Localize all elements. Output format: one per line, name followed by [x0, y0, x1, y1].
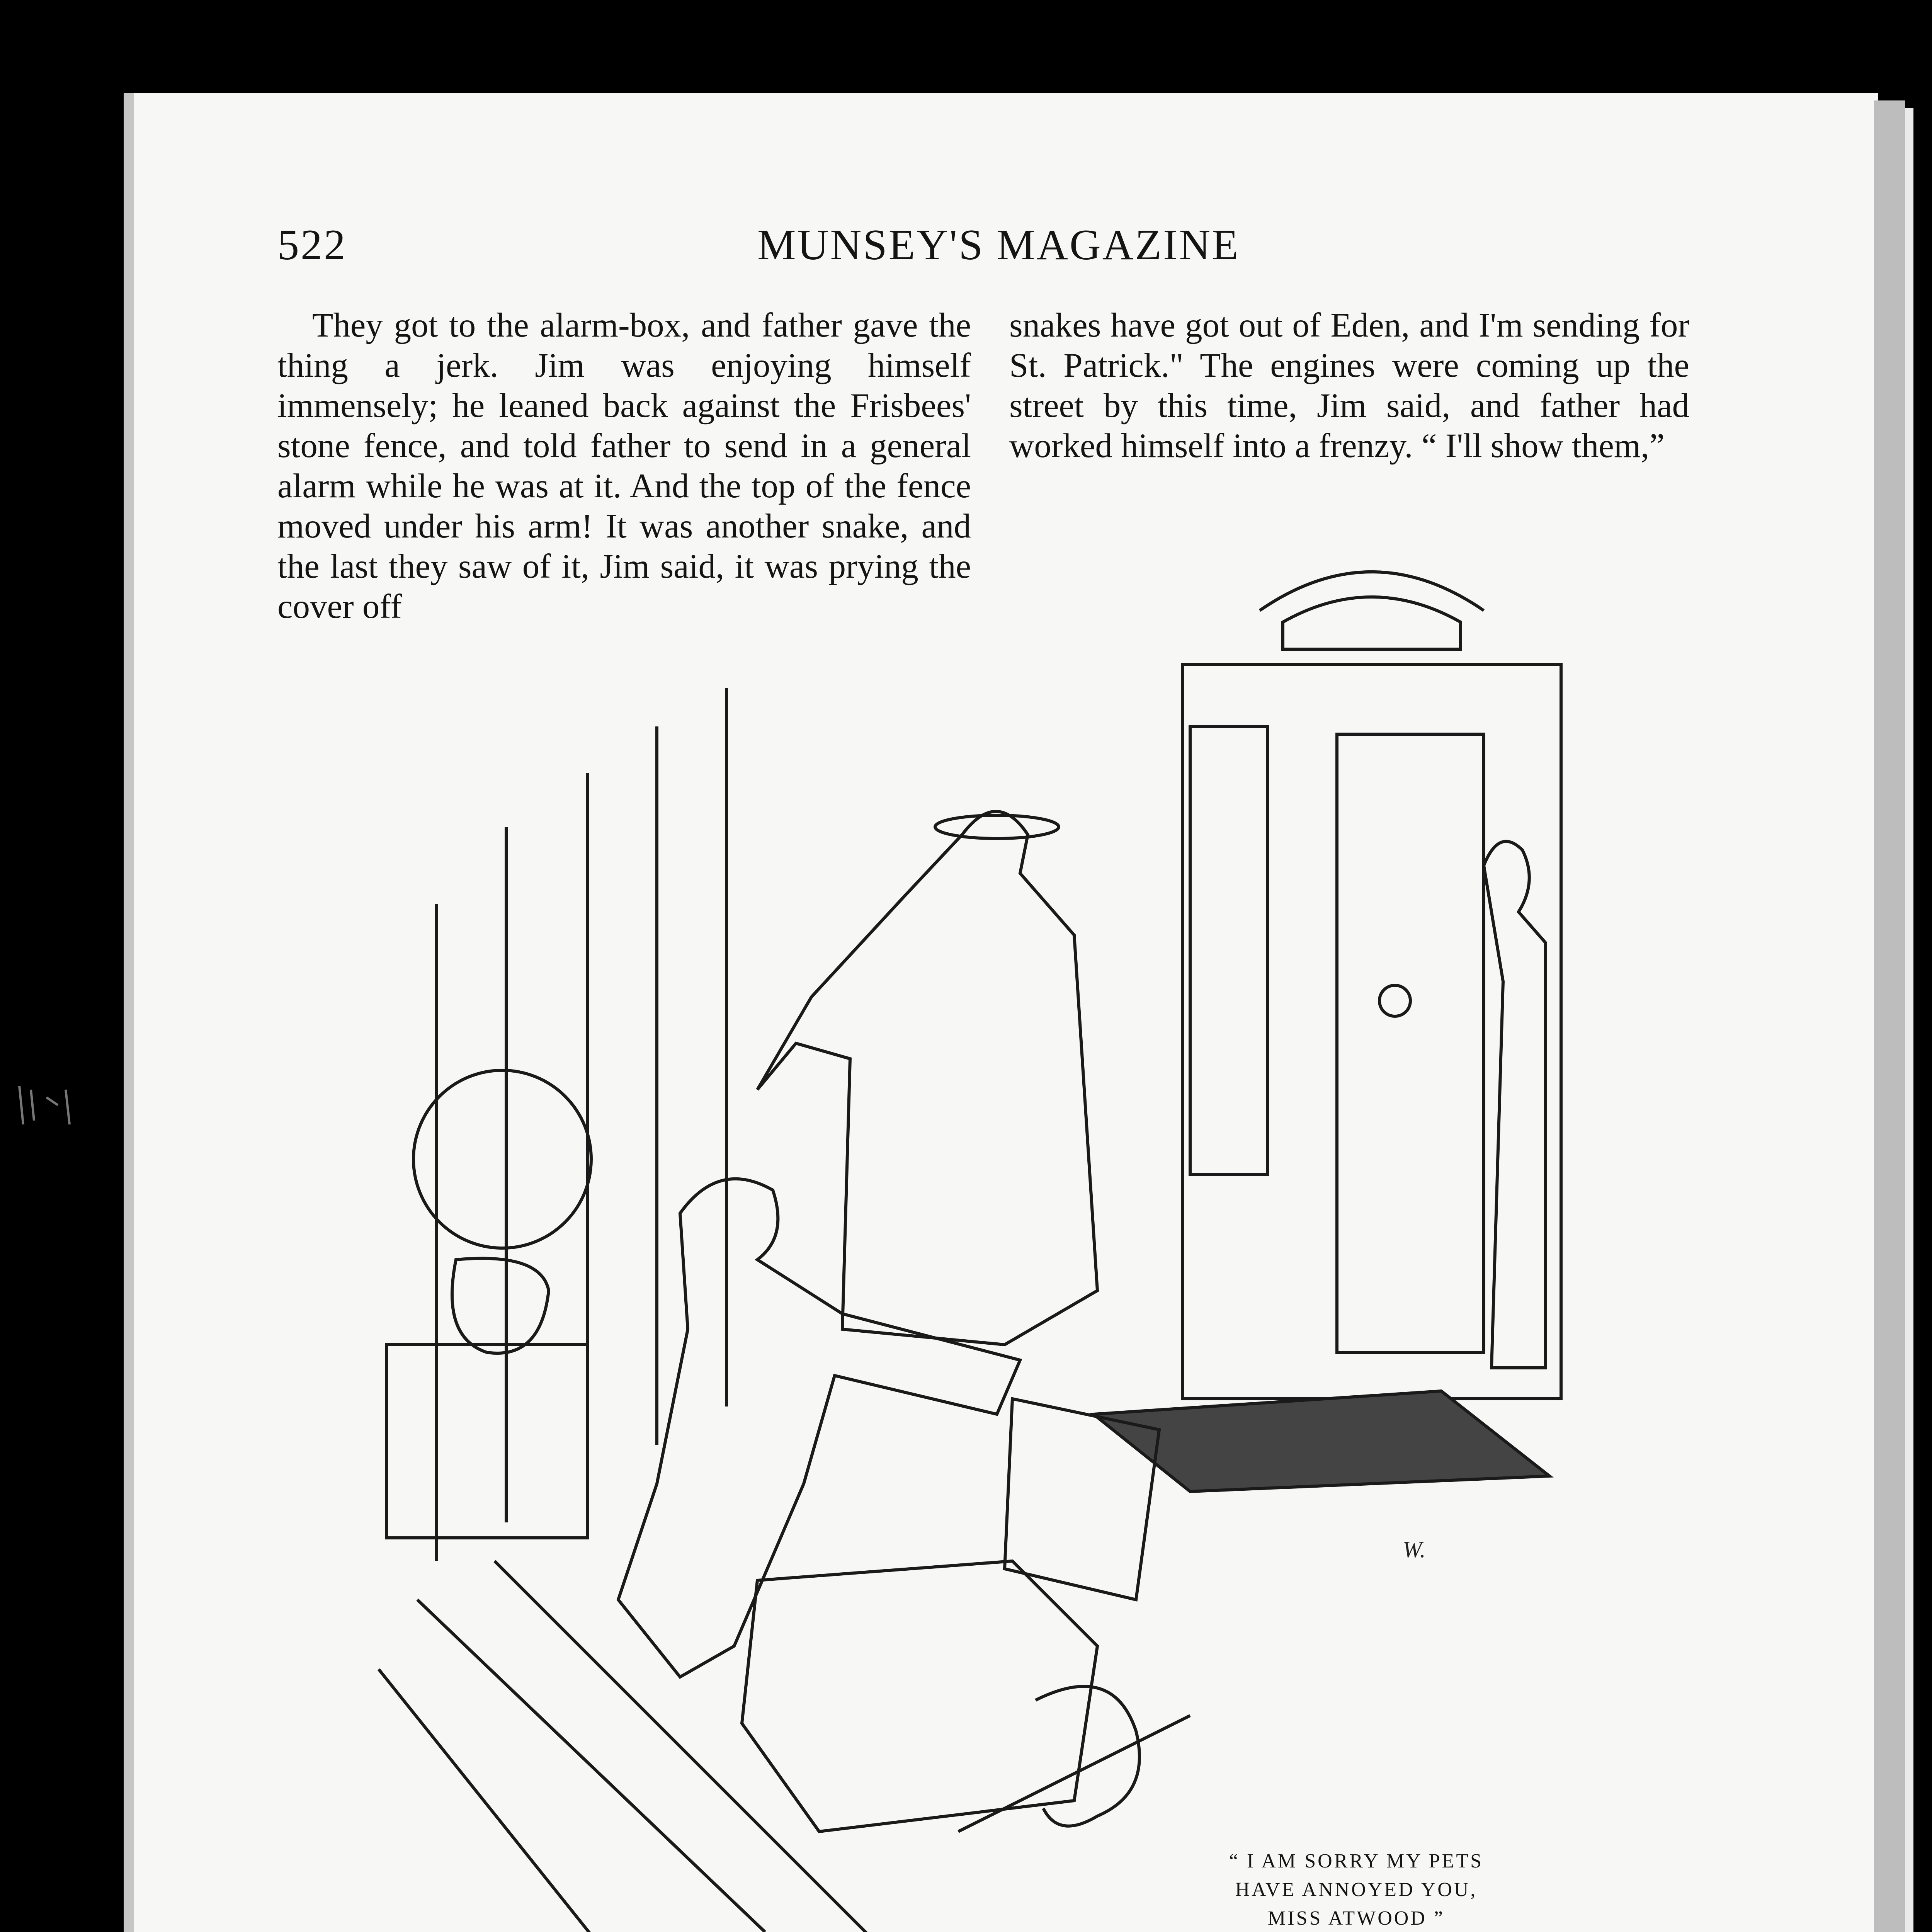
artist-signature: W. — [1403, 1537, 1426, 1562]
scan-artifact-marks — [15, 1082, 77, 1128]
doorway-frame — [1182, 665, 1561, 1399]
flowering-plant — [413, 1070, 591, 1248]
man-with-turban — [618, 1179, 1020, 1677]
caption-line: MISS ATWOOD ” — [1268, 1907, 1445, 1929]
pedestal-stand — [386, 1345, 587, 1538]
page-right-edge — [1874, 100, 1905, 1932]
door-knocker — [1379, 985, 1410, 1016]
page-number: 522 — [277, 221, 347, 269]
page-right-edge-highlight — [1905, 108, 1913, 1932]
flower-pot — [452, 1259, 549, 1353]
text-column-top-right — [1009, 305, 1689, 466]
paragraph: snakes have got out of Eden, and I'm sending for St. Patrick." The engines were coming up the street by this time, Jim said, and father had worked himself into a frenzy. “ I'll show them,” — [1009, 306, 1689, 465]
fanlight-window — [1283, 597, 1461, 649]
caption-line: HAVE ANNOYED YOU, — [1235, 1879, 1478, 1901]
doormat — [1094, 1391, 1549, 1492]
story-illustration — [340, 556, 1615, 1932]
illustration-caption — [1182, 1847, 1530, 1932]
straw-hat — [935, 815, 1059, 838]
paragraph: They got to the alarm-box, and father gave the thing a jerk. Jim was enjoying himself immensely; he leaned back against the Frisbees' stone fence, and told father to send in a general alarm while he was at it. And the top of the fence moved under his arm! It was another snake, and the last they saw of it, Jim said, it was prying the cover off — [277, 306, 971, 626]
woman-figure — [1484, 842, 1546, 1368]
fanlight-arch — [1260, 572, 1484, 611]
sidelight-panel — [1190, 726, 1267, 1175]
caption-line: “ I AM SORRY MY PETS — [1229, 1850, 1484, 1872]
running-head-title: MUNSEY'S MAGAZINE — [757, 221, 1240, 269]
porch-wall-lines — [437, 688, 726, 1561]
front-door — [1337, 734, 1484, 1352]
page-gutter-shadow — [124, 93, 134, 1932]
man-in-overcoat — [757, 811, 1097, 1345]
